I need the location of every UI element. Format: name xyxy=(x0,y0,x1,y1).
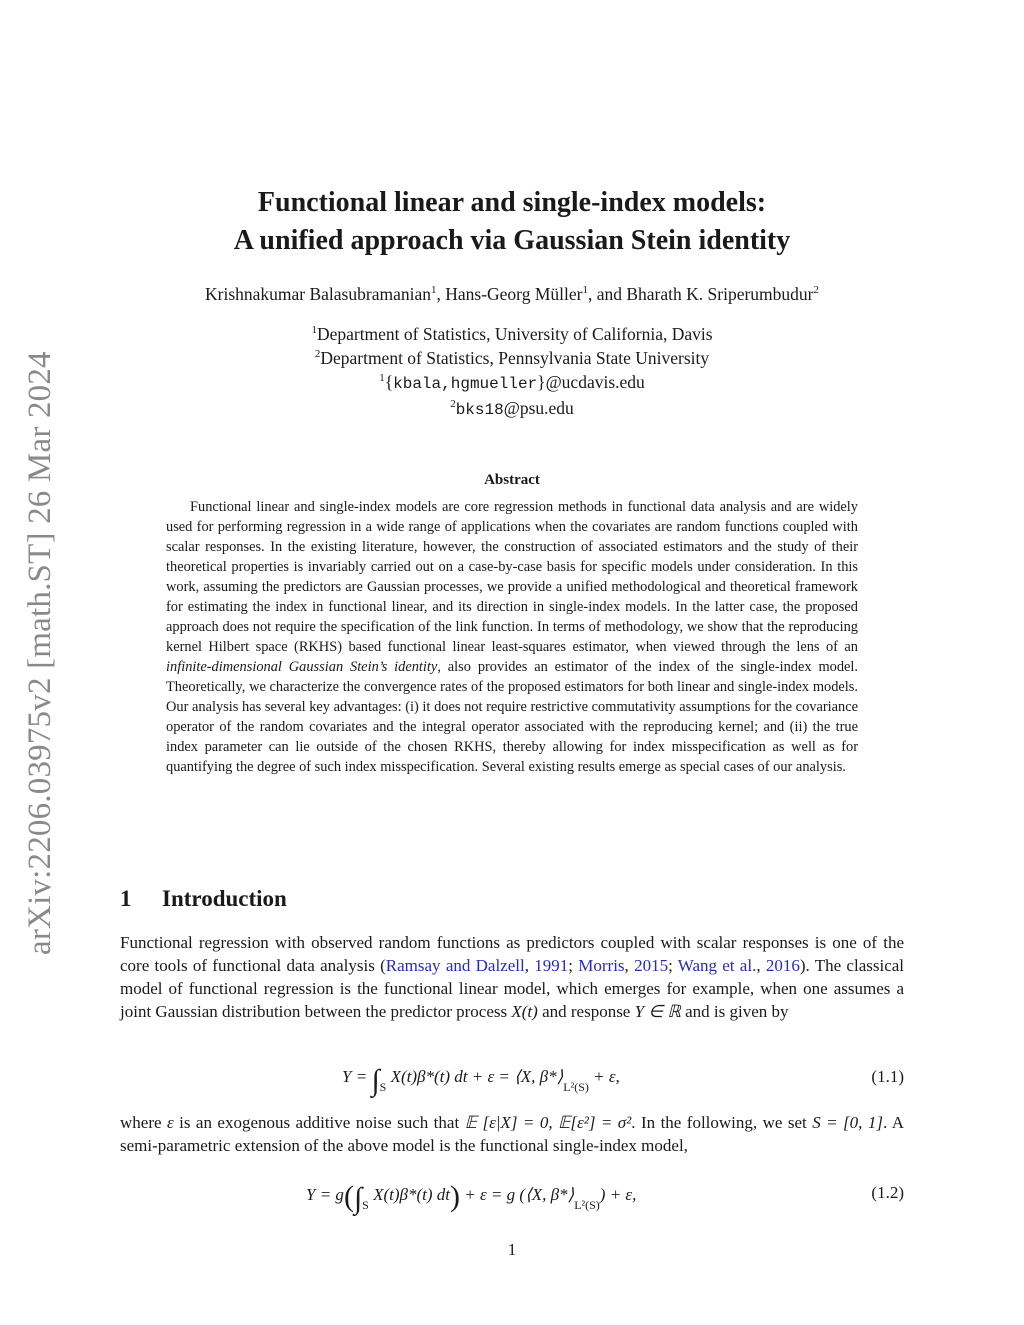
section-heading xyxy=(120,886,287,912)
para-text: where xyxy=(120,1113,167,1132)
para-text: . In the following, we set xyxy=(631,1113,813,1132)
para-text: ; xyxy=(568,956,579,975)
eq-part: + ε, xyxy=(588,1067,620,1086)
citation-link[interactable]: Ramsay and Dalzell xyxy=(385,956,525,975)
affil-mark: 2 xyxy=(450,398,456,411)
affiliation-text: Department of Statistics, University of California, Davis xyxy=(316,324,713,344)
email-brace: } xyxy=(537,372,546,392)
eq-part: + ε = g (⟨X, β*⟩ xyxy=(460,1185,575,1204)
section-number: 1 xyxy=(120,886,132,911)
abstract-text: , also provides an estimator of the index of the single-index model. Theoretically, we characterize the convergence rates of the proposed estimators for both linear and single-index models. Our analysis has several key advantages: (i) it does not require restrictive commutativity assumptions for the covariance operator of the random covariates and the integral operator associated with the reproducing kernel; and (ii) the true index parameter can lie outside of the chosen RKHS, thereby allowing for index misspecification as well as for quantifying the degree of such index misspecification. Several existing results emerge as special cases of our analysis. xyxy=(166,659,859,775)
para-text: , xyxy=(624,956,635,975)
email-line xyxy=(120,396,904,422)
math-inline: ε xyxy=(166,1113,174,1132)
author-affil-mark: 2 xyxy=(813,284,819,297)
intro-paragraph-2 xyxy=(120,1111,904,1157)
abstract-heading: Abstract xyxy=(484,472,540,488)
math-inline: X(t) xyxy=(511,1002,538,1021)
para-text: and is given by xyxy=(680,1002,789,1021)
para-text: is an exogenous additive noise such that xyxy=(173,1113,465,1132)
para-text: . A semi-parametric extension of the above model is the functional single-index model, xyxy=(120,1113,905,1155)
author-affil-mark: 1 xyxy=(582,284,588,297)
affil-mark: 1 xyxy=(379,372,385,385)
equation-body xyxy=(342,1064,620,1098)
citation-year-link[interactable]: 2015 xyxy=(634,956,669,975)
citation-year-link[interactable]: 2016 xyxy=(765,956,800,975)
eq-subscript: S xyxy=(362,1198,369,1212)
eq-part: Y = xyxy=(342,1067,372,1086)
author-separator: , and xyxy=(587,284,627,304)
page-number: 1 xyxy=(507,1240,517,1259)
eq-subscript: L²(S) xyxy=(563,1080,589,1094)
equation-number: (1.1) xyxy=(871,1067,904,1086)
email-line xyxy=(120,370,904,396)
abstract-body xyxy=(166,497,858,777)
author-separator: , xyxy=(436,284,446,304)
citation-link[interactable]: Wang et al. xyxy=(677,956,757,975)
email-user: bks18 xyxy=(455,401,504,419)
author-name: Hans-Georg Müller xyxy=(445,284,583,304)
equation-body xyxy=(306,1180,636,1216)
big-paren: ( xyxy=(343,1180,354,1213)
arxiv-stamp: arXiv:2206.03975v2 [math.ST] 26 Mar 2024 xyxy=(22,351,58,955)
intro-paragraph-1 xyxy=(120,931,904,1023)
section-title: Introduction xyxy=(162,886,287,911)
eq-subscript: S xyxy=(379,1080,387,1094)
paper-title xyxy=(120,184,904,260)
eq-part: ) + ε, xyxy=(599,1185,637,1204)
citation-year-link[interactable]: 1991 xyxy=(534,956,569,975)
affiliation-line xyxy=(120,322,904,346)
big-paren: ) xyxy=(450,1180,461,1213)
math-inline: S = [0, 1] xyxy=(812,1113,883,1132)
author-name: Krishnakumar Balasubramanian xyxy=(205,284,431,304)
citation-link[interactable]: Morris xyxy=(578,956,625,975)
author-affil-mark: 1 xyxy=(430,284,437,297)
abstract-emphasis: infinite-dimensional Gaussian Stein’s identity xyxy=(166,659,438,675)
email-brace: { xyxy=(384,372,394,392)
affil-mark: 2 xyxy=(314,348,321,361)
title-line-1: Functional linear and single-index models: xyxy=(257,187,767,218)
eq-part: Y = g xyxy=(306,1185,344,1204)
affil-mark: 1 xyxy=(311,324,317,337)
author-list xyxy=(100,284,924,305)
affiliation-line xyxy=(120,346,904,370)
title-line-2: A unified approach via Gaussian Stein identity xyxy=(233,225,791,256)
email-domain: @ucdavis.edu xyxy=(545,372,645,392)
para-text: Functional regression with observed random functions as predictors coupled with scalar responses is one of the core tools of functional data analysis ( xyxy=(120,933,904,975)
affiliations xyxy=(120,322,904,422)
para-text: ). The classical model of functional regression is the functional linear model, which emerges for example, when one assumes a joint Gaussian distribution between the predictor process xyxy=(120,956,905,1021)
abstract-text: Functional linear and single-index models are core regression methods in functional data analysis and are widely used for performing regression in a wide range of applications when the covariates are random functions coupled with scalar responses. In the existing literature, however, the construction of associated estimators and the study of their theoretical properties is invariably carried out on a case-by-case basis for specific models under consideration. In this work, assuming the predictors are Gaussian processes, we provide a unified methodological and theoretical framework for estimating the index in functional linear, and its direction in single-index models. In the latter case, the proposed approach does not require the specification of the link function. In terms of methodology, we show that the reproducing kernel Hilbert space (RKHS) based functional linear least-squares estimator, when viewed through the lens of an xyxy=(166,499,858,655)
author-name: Bharath K. Sriperumbudur xyxy=(626,284,814,304)
para-text: ; xyxy=(668,956,678,975)
para-text: , xyxy=(524,956,535,975)
math-inline: Y ∈ ℝ xyxy=(634,1002,681,1021)
eq-part: X(t)β*(t) dt + ε = ⟨X, β*⟩ xyxy=(386,1067,564,1086)
eq-subscript: L²(S) xyxy=(574,1198,600,1212)
para-text: and response xyxy=(537,1002,635,1021)
equation-number: (1.2) xyxy=(871,1183,904,1202)
email-domain: @psu.edu xyxy=(503,398,574,418)
email-users: kbala,hgmueller xyxy=(393,375,538,393)
eq-part: X(t)β*(t) dt xyxy=(368,1185,451,1204)
affiliation-text: Department of Statistics, Pennsylvania State University xyxy=(320,348,710,368)
integral-sign: ∫ xyxy=(371,1064,380,1097)
math-inline: 𝔼 [ε|X] = 0, 𝔼[ε²] = σ² xyxy=(464,1113,632,1132)
integral-sign: ∫ xyxy=(353,1182,363,1215)
para-text: , xyxy=(756,956,766,975)
